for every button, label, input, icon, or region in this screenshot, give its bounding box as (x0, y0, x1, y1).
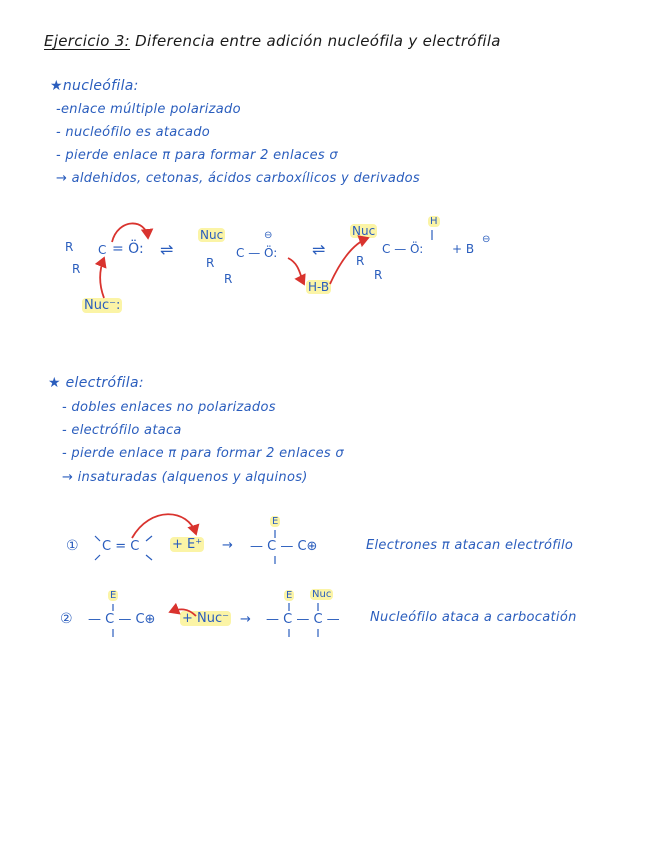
curved-arrow-pi-to-o (112, 223, 148, 242)
reactant-r2: R (72, 262, 81, 276)
exercise-title (44, 32, 501, 50)
step1-reactant: C = C (102, 539, 140, 554)
intermediate-r2: R (224, 272, 233, 286)
step2-number: ② (60, 611, 73, 627)
step1-reagent: + E⁺ (172, 537, 203, 552)
product-r2: R (374, 268, 383, 282)
reactant-carbon: C (98, 243, 107, 257)
product-nuc: Nuc (352, 224, 376, 238)
nucleofila-heading: ★nucleófila: (50, 78, 139, 94)
star-icon: ★ (50, 78, 63, 94)
step2-reagent: + Nuc⁻ (182, 611, 229, 626)
nucleophile-label: Nuc⁻: (84, 298, 121, 313)
step2-e-label: E (110, 590, 117, 601)
product-center: C — Ö: (382, 242, 424, 256)
equilibrium-arrow-2: ⇌ (312, 240, 326, 259)
intermediate-center: C — Ö: (236, 246, 278, 260)
intermediate-charge: ⊖ (264, 230, 273, 241)
exercise-text: Diferencia entre adición nucleófila y electrófila (135, 32, 501, 50)
step1-number: ① (66, 538, 79, 554)
electrofila-bullet-2: - electrófilo ataca (62, 423, 182, 438)
step1-caption: Electrones π atacan electrófilo (366, 538, 574, 553)
reactant-r1: R (65, 240, 74, 254)
step2-product-nuc: Nuc (312, 589, 332, 600)
step2-product-e: E (286, 590, 293, 601)
reactant-oxygen: = Ö: (112, 241, 144, 257)
electrofila-heading: ★ electrófila: (48, 375, 144, 391)
acid-hb: H-B (308, 280, 330, 294)
product-r1: R (356, 254, 365, 268)
nucleofila-bullet-4: → aldehidos, cetonas, ácidos carboxílicos y derivados (56, 171, 420, 186)
nucleofila-bullet-2: - nucleófilo es atacado (56, 125, 211, 140)
electrofila-bullet-4: → insaturadas (alquenos y alquinos) (62, 470, 308, 485)
curved-arrow-o-to-h (288, 258, 304, 284)
exercise-label: Ejercicio 3: (44, 32, 131, 50)
intermediate-r1: R (206, 256, 215, 270)
step1-product: — C — C⊕ (250, 539, 318, 554)
base-charge: ⊖ (482, 234, 491, 245)
step2-product: — C — C — (266, 612, 340, 627)
intermediate-nuc: Nuc (200, 228, 224, 242)
electrofila-bullet-1: - dobles enlaces no polarizados (62, 400, 276, 415)
step2-arrow: → (240, 612, 251, 627)
curved-arrow-pi-to-e (132, 514, 196, 538)
product-h: H (430, 216, 438, 227)
electrofila-bullet-3: - pierde enlace π para formar 2 enlaces σ (62, 446, 344, 461)
step1-arrow: → (222, 538, 233, 553)
step2-caption: Nucleófilo ataca a carbocatión (370, 610, 577, 625)
step1-e-label: E (272, 516, 279, 527)
nucleofila-bullet-3: - pierde enlace π para formar 2 enlaces σ (56, 148, 338, 163)
nucleofila-bullet-1: -enlace múltiple polarizado (56, 102, 241, 117)
curved-arrow-nuc-to-c (100, 258, 104, 298)
equilibrium-arrow-1: ⇌ (160, 240, 174, 259)
base-label: + B (452, 242, 475, 256)
step2-reactant: — C — C⊕ (88, 612, 156, 627)
star-icon: ★ (48, 375, 61, 391)
